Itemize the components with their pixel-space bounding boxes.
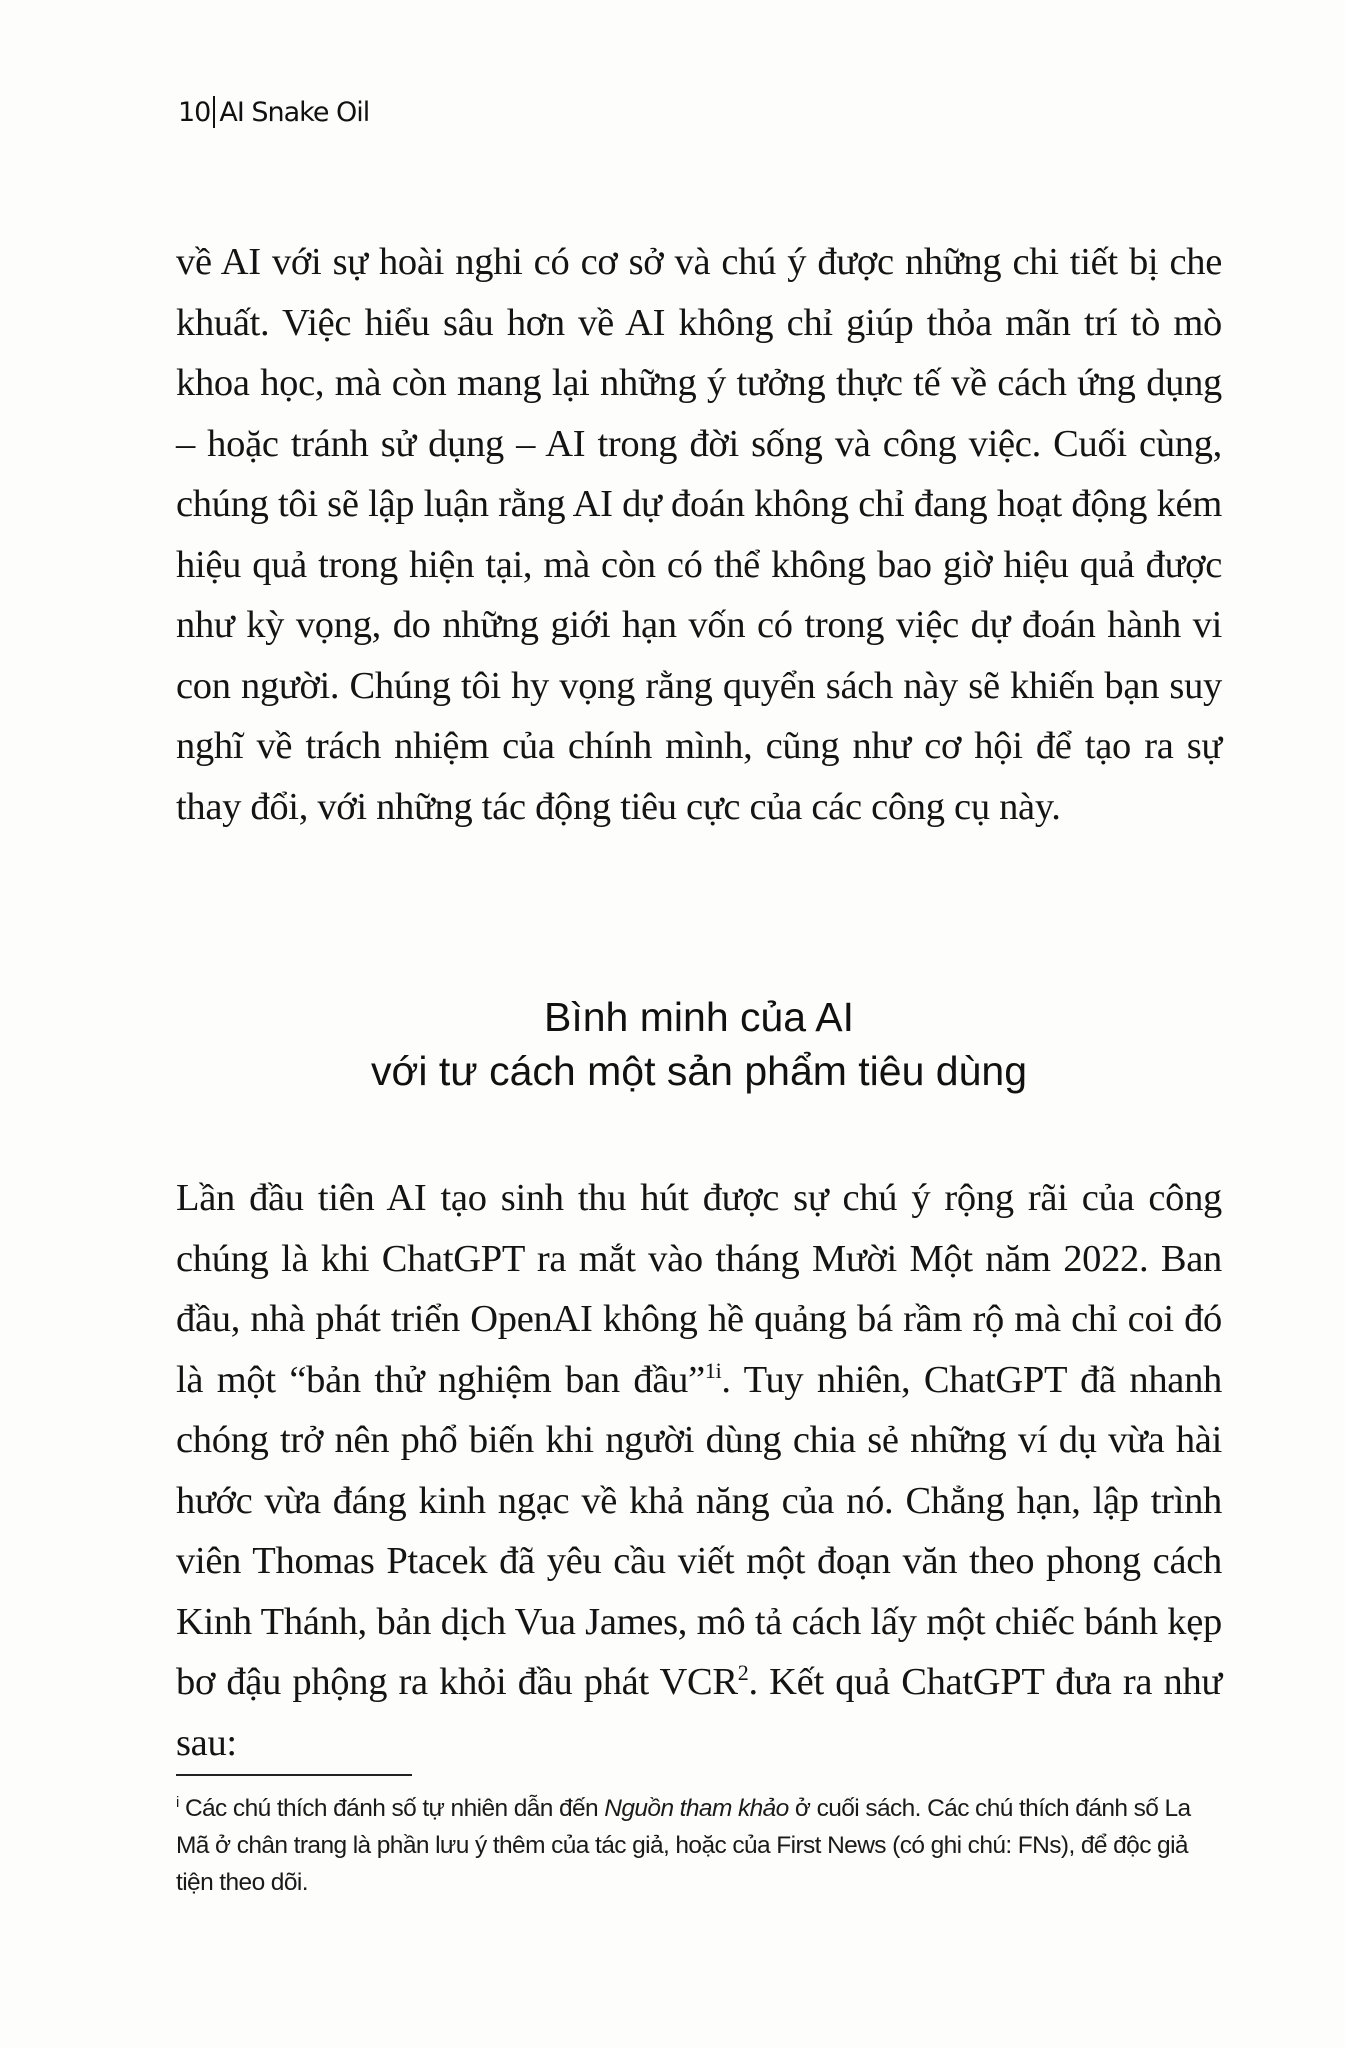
paragraph-text (176, 1168, 1222, 1773)
footnote-text-2: ở cuối sách. Các chú thích đánh số La Mã ở chân trang là phần lưu ý thêm của tác giả, hoặc của First News (có ghi chú: FNs), để độc giả tiện theo dõi. (176, 1795, 1191, 1896)
body-paragraph-1 (176, 232, 1222, 837)
footnote-text-1: Các chú thích đánh số tự nhiên dẫn đến (178, 1795, 605, 1822)
section-heading-line-2: với tư cách một sản phẩm tiêu dùng (371, 1048, 1027, 1094)
section-heading-line-1: Bình minh của AI (544, 994, 854, 1040)
book-title: AI Snake Oil (219, 96, 370, 128)
footnote-reference[interactable]: 1i (704, 1357, 722, 1383)
endnote-reference[interactable]: 2 (737, 1660, 749, 1686)
running-head-separator (213, 96, 215, 128)
section-heading (176, 990, 1222, 1098)
footnote-divider (176, 1774, 412, 1776)
paragraph-part-1: Lần đầu tiên AI tạo sinh thu hút được sự chú ý rộng rãi của công chúng là khi ChatGPT ra mắt vào tháng Mười Một năm 2022. Ban đầu, nhà phát triển OpenAI không hề quảng bá rầm rộ mà chỉ coi đó là một “bản thử nghiệm ban đầu” (176, 1177, 1222, 1401)
body-paragraph-2 (176, 1168, 1222, 1773)
paragraph-part-2: . Tuy nhiên, ChatGPT đã nhanh chóng trở nên phổ biến khi người dùng chia sẻ những ví dụ vừa hài hước vừa đáng kinh ngạc về khả năng của nó. Chẳng hạn, lập trình viên Thomas Ptacek đã yêu cầu viết một đoạn văn theo phong cách Kinh Thánh, bản dịch Vua James, mô tả cách lấy một chiếc bánh kẹp bơ đậu phộng ra khỏi đầu phát VCR (176, 1358, 1222, 1703)
footnote-italic-reference: Nguồn tham khảo (604, 1795, 789, 1822)
paragraph-part-3: . Kết quả ChatGPT đưa ra như sau: (176, 1661, 1222, 1764)
footnote (176, 1790, 1222, 1901)
running-head (178, 96, 369, 128)
footnote-marker: i (176, 1793, 179, 1811)
paragraph-text: về AI với sự hoài nghi có cơ sở và chú ý được những chi tiết bị che khuất. Việc hiểu sâu hơn về AI không chỉ giúp thỏa mãn trí tò mò khoa học, mà còn mang lại những ý tưởng thực tế về cách ứng dụng – hoặc tránh sử dụng – AI trong đời sống và công việc. Cuối cùng, chúng tôi sẽ lập luận rằng AI dự đoán không chỉ đang hoạt động kém hiệu quả trong hiện tại, mà còn có thể không bao giờ hiệu quả được như kỳ vọng, do những giới hạn vốn có trong việc dự đoán hành vi con người. Chúng tôi hy vọng rằng quyển sách này sẽ khiến bạn suy nghĩ về trách nhiệm của chính mình, cũng như cơ hội để tạo ra sự thay đổi, với những tác động tiêu cực của các công cụ này. (176, 241, 1222, 828)
page-number: 10 (178, 96, 211, 128)
